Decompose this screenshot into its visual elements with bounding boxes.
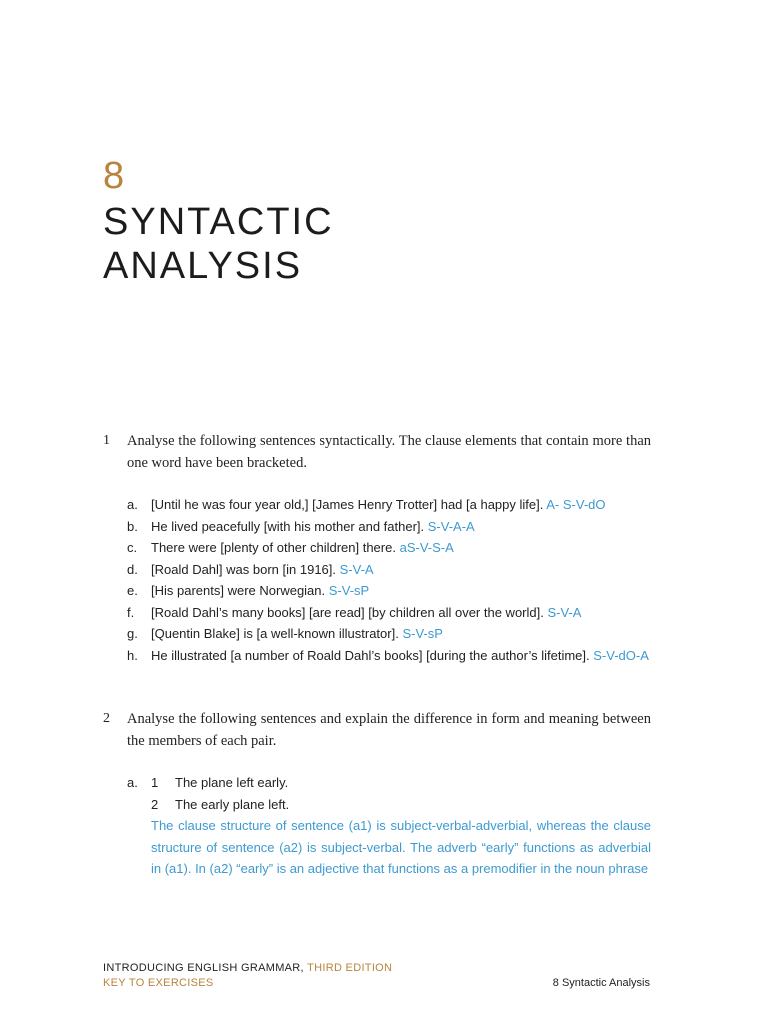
list-item	[127, 559, 651, 581]
exercise-number: 2	[103, 711, 110, 726]
item-answer: S-V-dO-A	[593, 647, 649, 663]
exercise-1-items	[127, 494, 651, 666]
pair-text: The plane left early.	[175, 775, 289, 790]
list-item	[127, 623, 651, 645]
chapter-title	[103, 200, 334, 288]
list-item	[127, 772, 651, 880]
item-letter: b.	[127, 518, 138, 534]
item-letter: a.	[127, 775, 138, 790]
chapter-title-line-1: SYNTACTIC	[103, 201, 334, 243]
item-sentence: [Roald Dahl’s many books] [are read] [by children all over the world].	[151, 604, 544, 620]
item-sentence: There were [plenty of other children] there.	[151, 540, 396, 555]
list-item	[127, 494, 651, 516]
item-answer: S-V-A	[339, 561, 374, 577]
exercise-1	[103, 430, 651, 666]
item-answer: A- S-V-dO	[546, 497, 606, 512]
footer-section: KEY TO EXERCISES	[103, 977, 214, 989]
item-sentence: [Until he was four year old,] [James Henry Trotter] had [a happy life].	[151, 497, 544, 512]
list-item	[127, 516, 651, 538]
item-sentence: He lived peacefully [with his mother and father].	[151, 518, 425, 534]
list-item	[127, 602, 651, 624]
exercise-2-items	[127, 772, 651, 880]
footer-book-info	[103, 961, 392, 991]
item-sentence: [Roald Dahl] was born [in 1916].	[151, 561, 336, 577]
item-letter: d.	[127, 561, 138, 577]
chapter-title-line-2: ANALYSIS	[103, 245, 303, 287]
footer-book-title: INTRODUCING ENGLISH GRAMMAR,	[103, 962, 304, 974]
chapter-number: 8	[103, 155, 125, 197]
item-sentence: [Quentin Blake] is [a well-known illustrator].	[151, 626, 399, 641]
exercise-prompt: Analyse the following sentences syntactically. The clause elements that contain more than one word have been bracketed.	[127, 433, 651, 471]
list-item	[127, 537, 651, 559]
item-letter: a.	[127, 497, 138, 512]
pair-text: The early plane left.	[175, 796, 290, 812]
exercise-2	[103, 708, 651, 880]
item-answer: S-V-sP	[328, 583, 370, 598]
item-answer: S-V-A-A	[427, 518, 475, 534]
exercise-prompt: Analyse the following sentences and explain the difference in form and meaning between the members of each pair.	[127, 711, 651, 749]
item-letter: f.	[127, 604, 135, 620]
footer-running-head: 8 Syntactic Analysis	[552, 977, 650, 989]
item-sentence: He illustrated [a number of Roald Dahl’s books] [during the author’s lifetime].	[151, 647, 590, 663]
pair-number: 2	[151, 796, 159, 812]
item-answer: S-V-A	[547, 604, 582, 620]
list-item	[127, 580, 651, 602]
list-item	[127, 645, 651, 667]
pair-sentence	[151, 772, 651, 794]
item-letter: g.	[127, 626, 138, 641]
item-answer: S-V-sP	[402, 626, 443, 641]
item-letter: c.	[127, 540, 138, 555]
item-letter: e.	[127, 583, 138, 598]
footer-edition: THIRD EDITION	[307, 962, 393, 974]
pair-number: 1	[151, 775, 159, 790]
exercise-number: 1	[103, 433, 110, 448]
answer-explanation: The clause structure of sentence (a1) is subject-verbal-adverbial, whereas the clause structure of sentence (a2) is subject-verbal. The adverb “early” functions as adverbial in (a1). In (a2) “early” is an adjective that functions as a premodifier in the noun phrase	[151, 818, 651, 876]
item-answer: aS-V-S-A	[399, 540, 454, 555]
pair-sentence	[151, 794, 651, 816]
item-letter: h.	[127, 647, 138, 663]
item-sentence: [His parents] were Norwegian.	[151, 583, 326, 598]
